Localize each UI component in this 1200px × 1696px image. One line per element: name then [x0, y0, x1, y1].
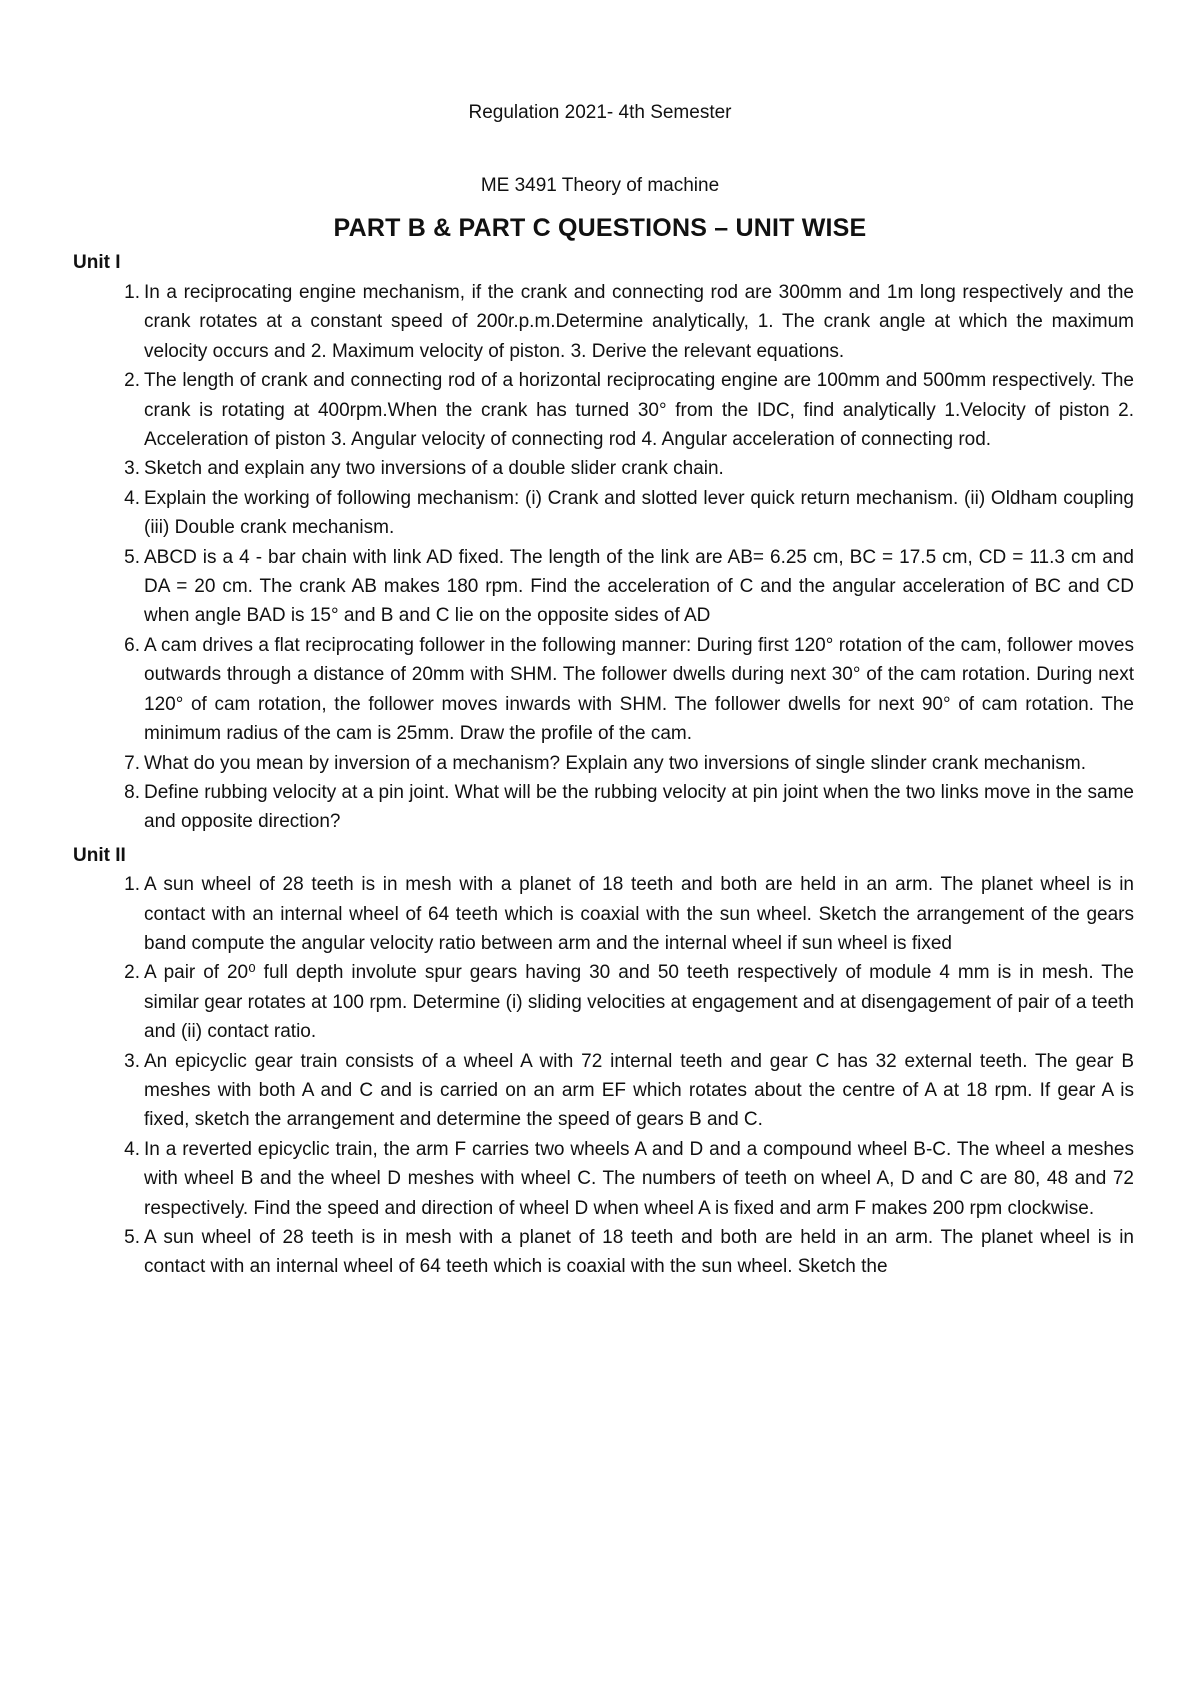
unit-2-question [0, 870, 1200, 958]
question-text: In a reciprocating engine mechanism, if the crank and connecting rod are 300mm and 1m long respectively and the crank rotates at a constant speed of 200r.p.m.Determine analytically, 1. The crank angle at which the maximum velocity occurs and 2. Maximum velocity of piston. 3. Derive the relevant equations. [144, 282, 1134, 362]
unit-1-question [0, 484, 1200, 543]
question-text: A sun wheel of 28 teeth is in mesh with a planet of 18 teeth and both are held in an arm. The planet wheel is in contact with an internal wheel of 64 teeth which is coaxial with the sun wheel. Sketch the [144, 1227, 1134, 1278]
question-number: 1. [124, 874, 140, 896]
question-number: 2. [124, 370, 140, 392]
question-number: 4. [124, 1138, 140, 1160]
question-number: 8. [124, 781, 140, 803]
question-text: The length of crank and connecting rod of a horizontal reciprocating engine are 100mm and 500mm respectively. The crank is rotating at 400rpm.When the crank has turned 30° from the IDC, find analytically 1.Velocity of piston 2. Acceleration of piston 3. Angular velocity of connecting rod 4. Angular acceleration of connecting rod. [144, 370, 1134, 451]
question-number: 3. [124, 458, 140, 480]
unit-1-question [0, 366, 1200, 454]
unit-2-heading: Unit II [73, 844, 126, 866]
question-text: A pair of 20⁰ full depth involute spur gears having 30 and 50 teeth respectively of module 4 mm is in mesh. The similar gear rotates at 100 rpm. Determine (i) sliding velocities at engagement and at disengagement of pair of a teeth and (ii) contact ratio. [144, 962, 1134, 1043]
question-text: Explain the working of following mechanism: (i) Crank and slotted lever quick return mechanism. (ii) Oldham coupling (iii) Double crank mechanism. [144, 487, 1134, 539]
page-title: PART B & PART C QUESTIONS – UNIT WISE [333, 214, 867, 242]
question-text: In a reverted epicyclic train, the arm F carries two wheels A and D and a compound wheel B-C. The wheel a meshes with wheel B and the wheel D meshes with wheel C. The numbers of teeth on wheel A, D and C are 80, 48 and 72 respectively. Find the speed and direction of wheel D when wheel A is fixed and arm F makes 200 rpm clockwise. [144, 1138, 1134, 1219]
question-text: A sun wheel of 28 teeth is in mesh with a planet of 18 teeth and both are held in an arm. The planet wheel is in contact with an internal wheel of 64 teeth which is coaxial with the sun wheel. Sketch the arrangement of the gears band compute the angular velocity ratio between arm and the internal wheel if sun wheel is fixed [144, 874, 1134, 954]
unit-1-question [0, 778, 1200, 837]
question-text: A cam drives a flat reciprocating follower in the following manner: During first 120° rotation of the cam, follower moves outwards through a distance of 20mm with SHM. The follower dwells during next 30° of the cam rotation. During next 120° of cam rotation, the follower moves inwards with SHM. The follower dwells for next 90° of cam rotation. The minimum radius of the cam is 25mm. Draw the profile of the cam. [144, 634, 1134, 745]
unit-1-question [0, 454, 1200, 483]
question-text: An epicyclic gear train consists of a wheel A with 72 internal teeth and gear C has 32 external teeth. The gear B meshes with both A and C and is carried on an arm EF which rotates about the centre of A at 18 rpm. If gear A is fixed, sketch the arrangement and determine the speed of gears B and C. [144, 1050, 1134, 1131]
question-number: 5. [124, 1227, 140, 1248]
question-number: 3. [124, 1050, 140, 1072]
course-heading: ME 3491 Theory of machine [480, 175, 720, 196]
question-text: What do you mean by inversion of a mechanism? Explain any two inversions of single slinder crank mechanism. [144, 752, 1087, 774]
unit-2-question [0, 1047, 1200, 1135]
unit-1-question [0, 278, 1200, 366]
regulation-heading: Regulation 2021- 4th Semester [468, 102, 732, 123]
question-number: 4. [124, 487, 140, 509]
question-text: ABCD is a 4 - bar chain with link AD fixed. The length of the link are AB= 6.25 cm, BC = 17.5 cm, CD = 11.3 cm and DA = 20 cm. The crank AB makes 180 rpm. Find the acceleration of C and the angular acceleration of BC and CD when angle BAD is 15° and B and C lie on the opposite sides of AD [144, 546, 1134, 627]
question-number: 6. [124, 634, 140, 656]
question-number: 1. [124, 282, 140, 303]
unit-2-question [0, 958, 1200, 1046]
question-number: 2. [124, 962, 140, 984]
question-number: 5. [124, 546, 140, 568]
unit-1-question [0, 749, 1200, 778]
question-list [0, 278, 1200, 1282]
unit-2-question [0, 1135, 1200, 1223]
unit-2-section [0, 841, 1200, 1282]
question-number: 7. [124, 752, 140, 774]
question-text: Sketch and explain any two inversions of a double slider crank chain. [144, 458, 724, 480]
question-text: Define rubbing velocity at a pin joint. What will be the rubbing velocity at pin joint when the two links move in the same and opposite direction? [144, 781, 1134, 833]
unit-1-question [0, 631, 1200, 749]
unit-2-question [0, 1223, 1200, 1282]
unit-1-question [0, 543, 1200, 631]
unit-1-heading: Unit I [73, 252, 121, 273]
